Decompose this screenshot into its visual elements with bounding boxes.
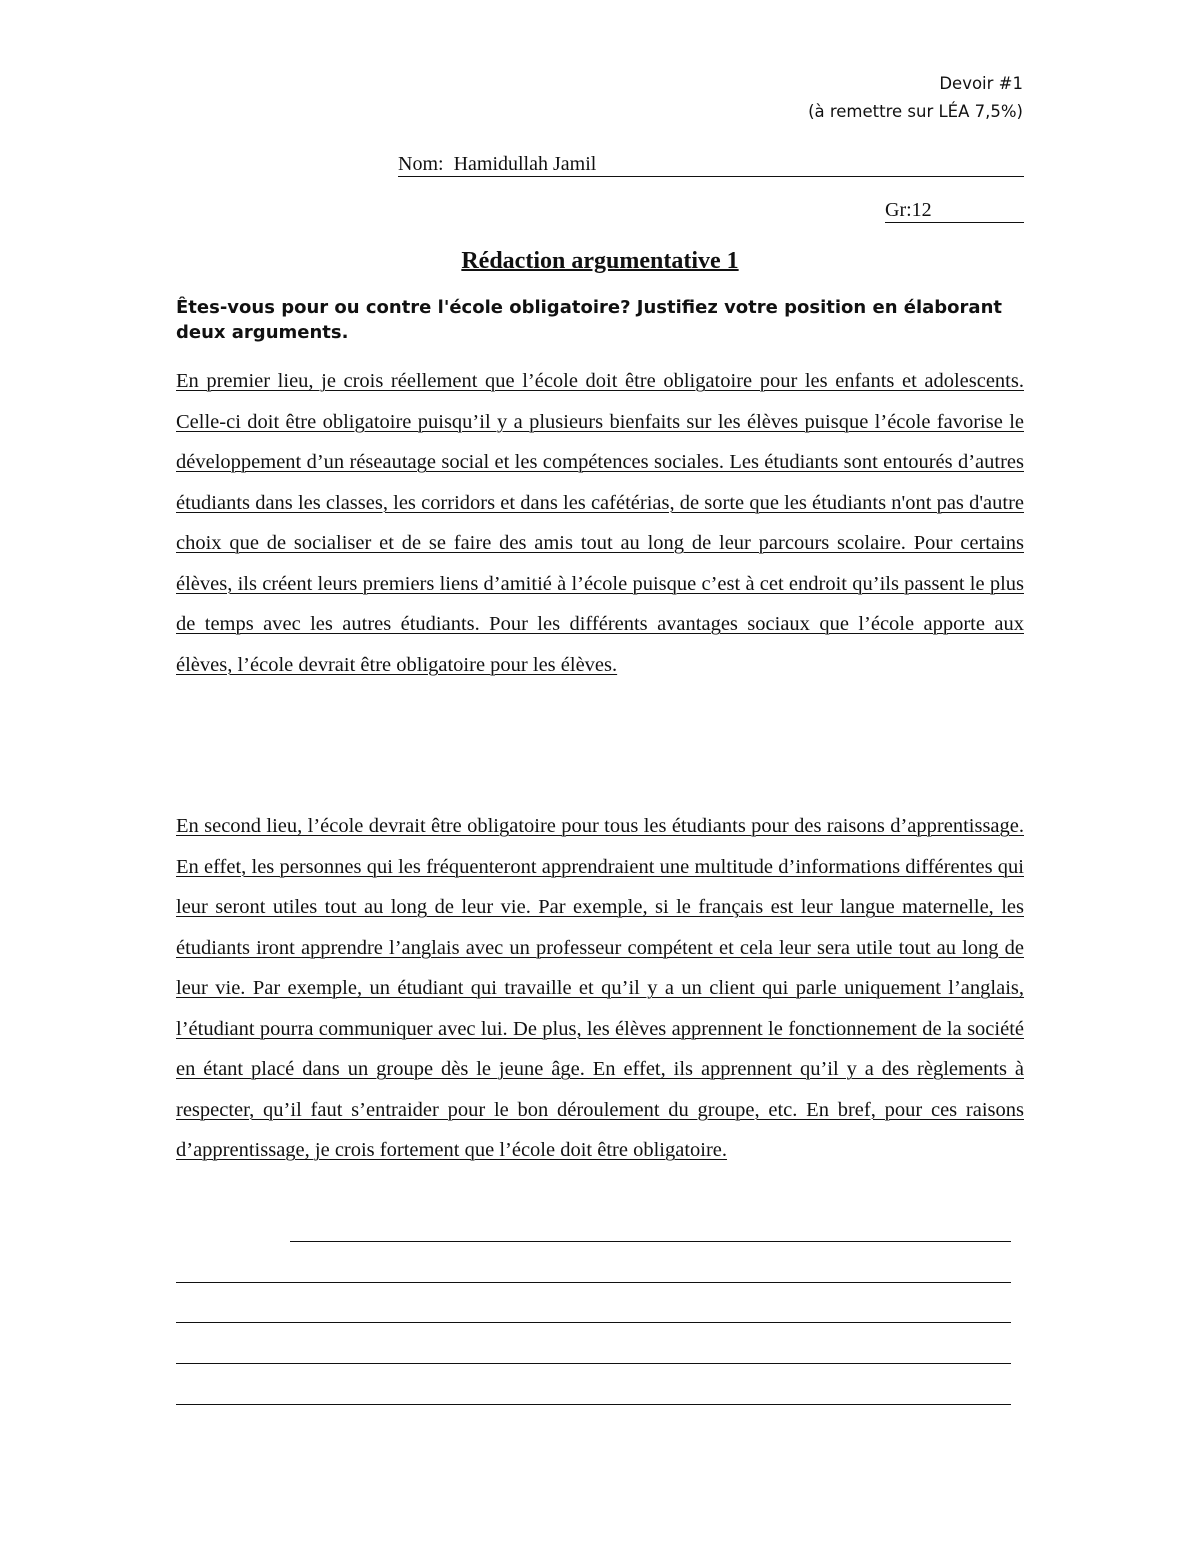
blank-answer-line [176, 1282, 1011, 1283]
group-field [885, 198, 1024, 223]
essay-question: Êtes-vous pour ou contre l'école obligatoire? Justifiez votre position en élaborant deux arguments. [176, 297, 1002, 343]
paragraph-1: En premier lieu, je crois réellement que l’école doit être obligatoire pour les enfants et adolescents. Celle-ci doit être obligatoire puisqu’il y a plusieurs bienfaits sur les élèves puisque l’école favorise le développement d’un réseautage social et les compétences sociales. Les étudiants sont entourés d’autres étudiants dans les classes, les corridors et dans les cafétérias, de sorte que les étudiants n'ont pas d'autre choix que de socialiser et de se faire des amis tout au long de leur parcours scolaire. Pour certains élèves, ils créent leurs premiers liens d’amitié à l’école puisque c’est à cet endroit qu’ils passent le plus de temps avec les autres étudiants. Pour les différents avantages sociaux que l’école apporte aux élèves, l’école devrait être obligatoire pour les élèves. [176, 370, 1024, 676]
name-value: Hamidullah Jamil [453, 153, 597, 175]
blank-answer-line [176, 1404, 1011, 1405]
name-field [398, 152, 1024, 177]
assignment-number: Devoir #1 [939, 74, 1023, 93]
name-label: Nom: [398, 153, 444, 175]
group-label: Gr: [885, 199, 912, 221]
submission-note: (à remettre sur LÉA 7,5%) [808, 102, 1023, 121]
blank-answer-line [176, 1363, 1011, 1364]
blank-answer-line [176, 1322, 1011, 1323]
document-title [0, 247, 1200, 275]
paragraph-2: En second lieu, l’école devrait être obligatoire pour tous les étudiants pour des raisons d’apprentissage. En effet, les personnes qui les fréquenteront apprendraient une multitude d’informations différentes qui leur seront utiles tout au long de leur vie. Par exemple, si le français est leur langue maternelle, les étudiants iront apprendre l’anglais avec un professeur compétent et cela leur sera utile tout au long de leur vie. Par exemple, un étudiant qui travaille et qu’il y a un client qui parle uniquement l’anglais, l’étudiant pourra communiquer avec lui. De plus, les élèves apprennent le fonctionnement de la société en étant placé dans un groupe dès le jeune âge. En effet, ils apprennent qu’il y a des règlements à respecter, qu’il faut s’entraider pour le bon déroulement du groupe, etc. En bref, pour ces raisons d’apprentissage, je crois fortement que l’école doit être obligatoire. [176, 815, 1024, 1161]
group-value: 12 [911, 199, 932, 221]
answer-line-trailing [290, 1241, 1011, 1242]
title-text: Rédaction argumentative 1 [461, 248, 739, 274]
